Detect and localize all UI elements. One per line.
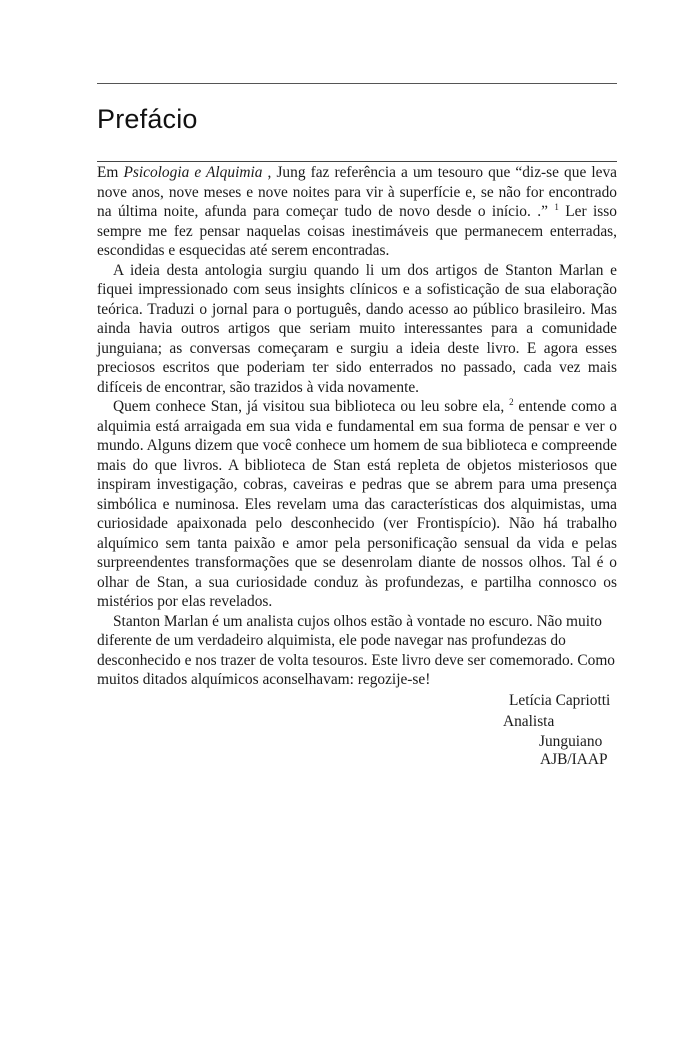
page-title: Prefácio (97, 104, 198, 134)
signature-role: Analista (503, 713, 555, 730)
paragraph-1 (97, 163, 617, 261)
p1-text-start: Em (97, 164, 124, 181)
top-rule (97, 83, 617, 84)
footnote-ref-2[interactable]: 2 (509, 396, 514, 407)
signature-name: Letícia Capriotti (509, 692, 611, 709)
footnote-ref-1[interactable]: 1 (554, 201, 559, 212)
paragraph-4: Stanton Marlan é um analista cujos olhos estão à vontade no escuro. Não muito diferente de um verdadeiro alquimista, ele pode navegar nas profundezas do desconhecido e nos trazer de volta tesouros. Este livro deve ser comemorado. Como muitos ditados alquímicos aconselhavam: regozije-se! (97, 612, 615, 688)
title-rule (97, 161, 617, 162)
p3-text-start: Quem conhece Stan, já visitou sua biblioteca ou leu sobre ela, (113, 398, 510, 415)
p3-text-end: entende como a alquimia está arraigada em sua vida e fundamental em sua forma de pensar e ver o mundo. Alguns dizem que você conhece um homem de sua biblioteca e compreende mais do que livros. A biblioteca de Stan está repleta de objetos misteriosos que inspiram investigação, cobras, caveiras e pedras que se abrem para uma presença simbólica e numinosa. Eles revelam uma das características dos alquimistas, uma curiosidade apaixonada pelo desconhecido (ver Frontispício). Não há trabalho alquímico sem tanta paixão e amor pela personificação sensual da vida e pelas surpreendentes transformações que se desenrolam diante de nossos olhos. Tal é o olhar de Stan, a sua curiosidade conduz às profundezas, e partilha connosco os mistérios por elas revelados. (97, 398, 617, 610)
p1-text-mid: , Jung faz referência a um tesouro que “diz-se que leva nove anos, nove meses e nove noites para vir à superfície e, se não for encontrado na última noite, afunda para começar tudo de novo desde o início. .” (97, 164, 617, 220)
signature-org: AJB/IAAP (540, 751, 608, 768)
book-title-italic: Psicologia e Alquimia (123, 164, 263, 181)
paragraph-2: A ideia desta antologia surgiu quando li um dos artigos de Stanton Marlan e fiquei impressionado com seus insights clínicos e a sofisticação de sua elaboração teórica. Traduzi o jornal para o português, dando acesso ao público brasileiro. Mas ainda havia outros artigos que seriam muito interessantes para a comunidade junguiana; as conversas começaram e surgiu a ideia deste livro. E agora esses preciosos escritos que poderiam ter sido enterrados no passado, cada vez mais difíceis de encontrar, são trazidos à vida novamente. (97, 261, 617, 396)
paragraph-3 (97, 397, 617, 612)
p1-text-end: Ler isso sempre me fez pensar naquelas coisas inestimáveis que permanecem enterradas, escondidas e esquecidas até serem encontradas. (97, 203, 617, 259)
body-text (97, 163, 617, 690)
signature-school: Junguiano (539, 733, 603, 750)
